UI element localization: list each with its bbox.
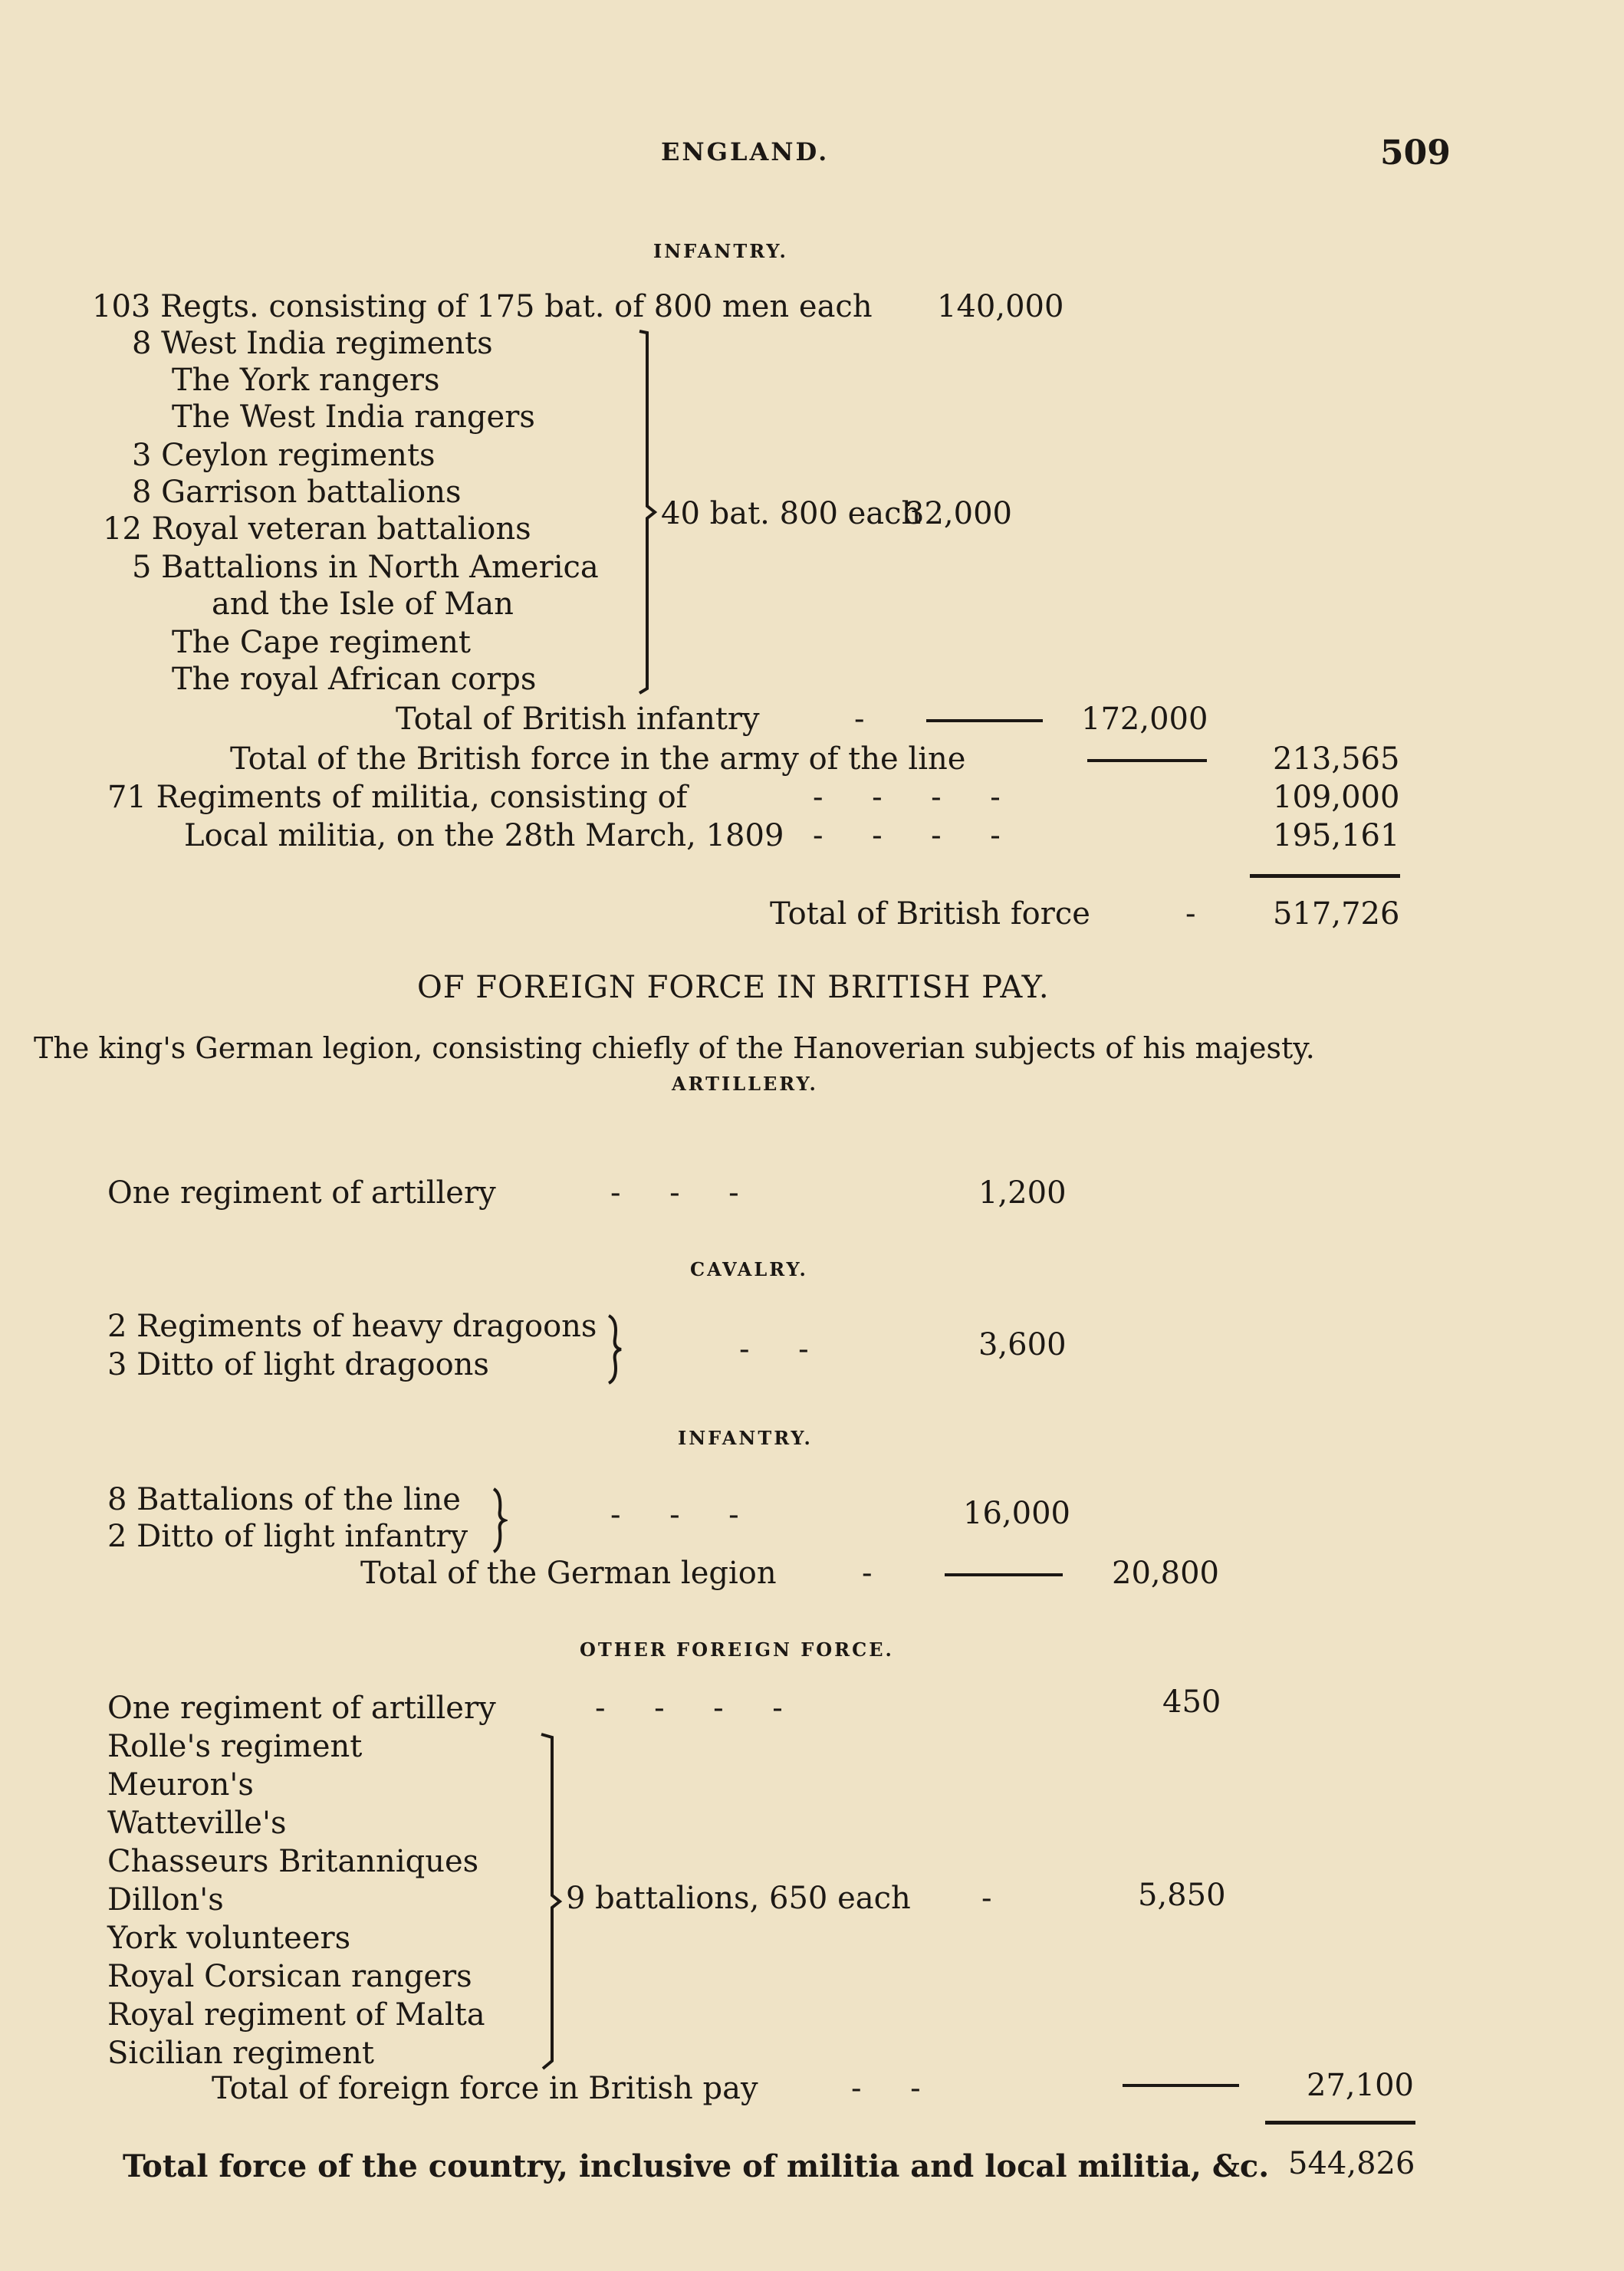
infantry-group-item: 3 Ceylon regiments	[132, 438, 436, 473]
infantry-total-value: 172,000	[1081, 702, 1208, 737]
line-total-value: 213,565	[1273, 741, 1400, 777]
infantry-group-item: The West India rangers	[172, 399, 535, 435]
other-group-item: Meuron's	[107, 1767, 254, 1803]
other-group-value: 5,850	[1138, 1878, 1226, 1913]
cavalry-value: 3,600	[978, 1327, 1067, 1362]
local-militia-value: 195,161	[1273, 818, 1400, 853]
infantry-heading: INFANTRY.	[653, 240, 788, 262]
other-group-brace	[537, 1731, 563, 2073]
infantry-line1-label: 103 Regts. consisting of 175 bat. of 800 men each	[92, 289, 873, 324]
foreign-force-title: OF FOREIGN FORCE IN BRITISH PAY.	[417, 970, 1050, 1005]
foreign-total-value: 27,100	[1307, 2068, 1414, 2103]
local-militia-label: Local militia, on the 28th March, 1809	[184, 818, 784, 853]
infantry-group-item: The royal African corps	[172, 662, 537, 697]
grand-total-rule	[1265, 2121, 1415, 2125]
infantry-group-note: 40 bat. 800 each	[661, 496, 922, 531]
infantry-group-item: 12 Royal veteran battalions	[103, 511, 531, 547]
line-total-label: Total of the British force in the army of the line	[230, 741, 966, 777]
cavalry-item: 3 Ditto of light dragoons	[107, 1347, 489, 1382]
legion-total-rule	[945, 1573, 1063, 1576]
other-group-item: Royal Corsican rangers	[107, 1959, 472, 1994]
legion-total-value: 20,800	[1112, 1556, 1219, 1591]
artillery-label: One regiment of artillery	[107, 1175, 496, 1211]
legion-total-dash: -	[862, 1556, 873, 1591]
legion-infantry-value: 16,000	[963, 1496, 1070, 1531]
british-total-label: Total of British force	[770, 896, 1090, 932]
foreign-total-label: Total of foreign force in British pay	[212, 2071, 758, 2106]
other-foreign-heading: OTHER FOREIGN FORCE.	[580, 1638, 894, 1661]
legion-infantry-heading: INFANTRY.	[678, 1427, 813, 1449]
infantry-total-label: Total of British infantry	[396, 702, 760, 737]
infantry-group-item: 8 West India regiments	[132, 326, 493, 361]
artillery-value: 1,200	[978, 1175, 1067, 1211]
cavalry-item: 2 Regiments of heavy dragoons	[107, 1309, 597, 1344]
cavalry-heading: CAVALRY.	[690, 1258, 808, 1280]
militia-label: 71 Regiments of militia, consisting of	[107, 780, 688, 815]
infantry-group-item: and the Isle of Man	[212, 587, 514, 622]
legion-infantry-item: 2 Ditto of light infantry	[107, 1519, 468, 1554]
legion-intro: The king's German legion, consisting chiefly of the Hanoverian subjects of his majesty.	[34, 1031, 1315, 1065]
other-group-item: York volunteers	[107, 1921, 351, 1956]
other-artillery-dashes: - - - -	[595, 1691, 783, 1726]
infantry-line1-value: 140,000	[937, 289, 1064, 324]
foreign-total-rule	[1123, 2084, 1239, 2087]
infantry-group-item: 5 Battalions in North America	[132, 550, 599, 585]
legion-infantry-dashes: - - -	[610, 1497, 739, 1533]
infantry-group-value: 32,000	[905, 496, 1012, 531]
british-total-dash: -	[1185, 896, 1196, 932]
grand-total-label: Total force of the country, inclusive of militia and local militia, &c.	[123, 2148, 1270, 2184]
line-total-rule	[1087, 759, 1207, 762]
infantry-group-item: The Cape regiment	[172, 625, 471, 660]
grand-total-value: 544,826	[1288, 2146, 1415, 2181]
british-total-value: 517,726	[1273, 896, 1400, 932]
other-group-note: 9 battalions, 650 each	[566, 1881, 911, 1916]
running-head: ENGLAND.	[661, 137, 830, 166]
local-militia-dashes: - - - -	[813, 818, 1001, 853]
other-artillery-label: One regiment of artillery	[107, 1691, 496, 1726]
militia-dashes: - - - -	[813, 780, 1001, 815]
infantry-group-brace	[635, 328, 658, 696]
other-group-item: Dillon's	[107, 1882, 224, 1918]
infantry-total-rule	[926, 719, 1043, 722]
other-group-item: Watteville's	[107, 1806, 287, 1841]
militia-value: 109,000	[1273, 780, 1400, 815]
british-total-rule	[1250, 874, 1400, 878]
other-group-item: Sicilian regiment	[107, 2036, 374, 2071]
other-group-dash: -	[981, 1881, 992, 1916]
infantry-total-dash: -	[854, 702, 865, 737]
infantry-group-item: The York rangers	[172, 363, 440, 398]
cavalry-dashes: - -	[739, 1332, 809, 1367]
foreign-total-dashes: - -	[851, 2071, 921, 2106]
legion-infantry-item: 8 Battalions of the line	[107, 1482, 461, 1517]
other-group-item: Royal regiment of Malta	[107, 1997, 485, 2033]
cavalry-brace	[606, 1313, 624, 1386]
infantry-group-item: 8 Garrison battalions	[132, 475, 462, 510]
artillery-dashes: - - -	[610, 1175, 739, 1211]
other-group-item: Chasseurs Britanniques	[107, 1844, 479, 1879]
other-artillery-value: 450	[1162, 1684, 1221, 1720]
page-number: 509	[1380, 133, 1451, 173]
legion-infantry-brace	[491, 1486, 508, 1555]
artillery-heading: ARTILLERY.	[672, 1073, 818, 1095]
legion-total-label: Total of the German legion	[360, 1556, 777, 1591]
other-group-item: Rolle's regiment	[107, 1729, 363, 1764]
